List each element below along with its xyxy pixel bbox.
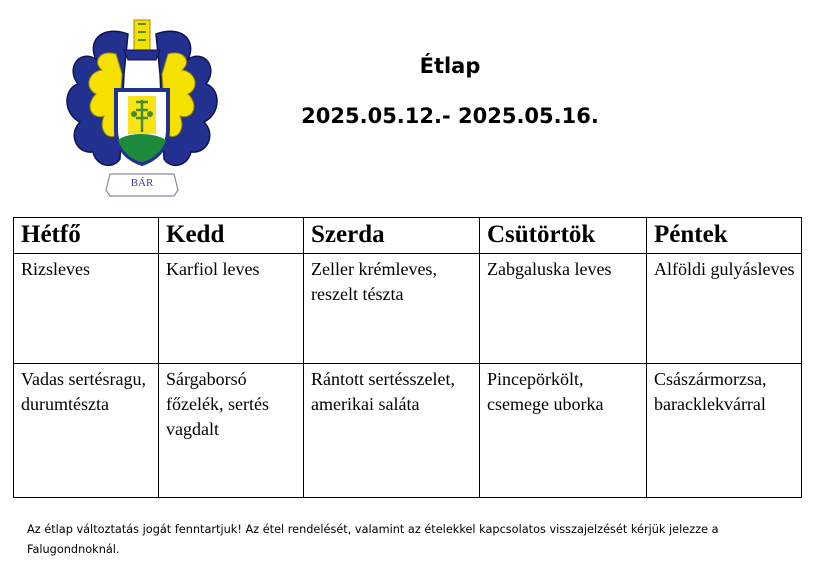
soup-row: [14, 253, 802, 363]
main-course-cell: Pincepörkölt, csemege uborka: [480, 363, 647, 497]
date-range: 2025.05.12.- 2025.05.16.: [301, 104, 599, 128]
main-course-cell: Vadas sertésragu, durumtészta: [14, 363, 159, 497]
day-header: Szerda: [304, 218, 480, 254]
logo-banner-text: BÁR: [130, 177, 154, 189]
soup-cell: Karfiol leves: [159, 253, 304, 363]
weekly-menu-table: [13, 217, 802, 498]
main-course-row: [14, 363, 802, 497]
main-course-cell: Császármorzsa, baracklekvárral: [647, 363, 802, 497]
day-header: Kedd: [159, 218, 304, 254]
footer-note: Az étlap változtatás jogát fenntartjuk! Az étel rendelését, valamint az ételekkel kapcsolatos visszajelzését kérjük jelezze a Falugondnoknál.: [27, 523, 719, 556]
day-header: Péntek: [647, 218, 802, 254]
day-header: Csütörtök: [480, 218, 647, 254]
soup-cell: Alföldi gulyásleves: [647, 253, 802, 363]
page-title: Étlap: [419, 54, 481, 78]
soup-cell: Zabgaluska leves: [480, 253, 647, 363]
soup-cell: Zeller krémleves, reszelt tészta: [304, 253, 480, 363]
day-header-row: [14, 218, 802, 254]
main-course-cell: Rántott sertésszelet, amerikai saláta: [304, 363, 480, 497]
day-header: Hétfő: [14, 218, 159, 254]
soup-cell: Rizsleves: [14, 253, 159, 363]
main-course-cell: Sárgaborsó főzelék, sertés vagdalt: [159, 363, 304, 497]
